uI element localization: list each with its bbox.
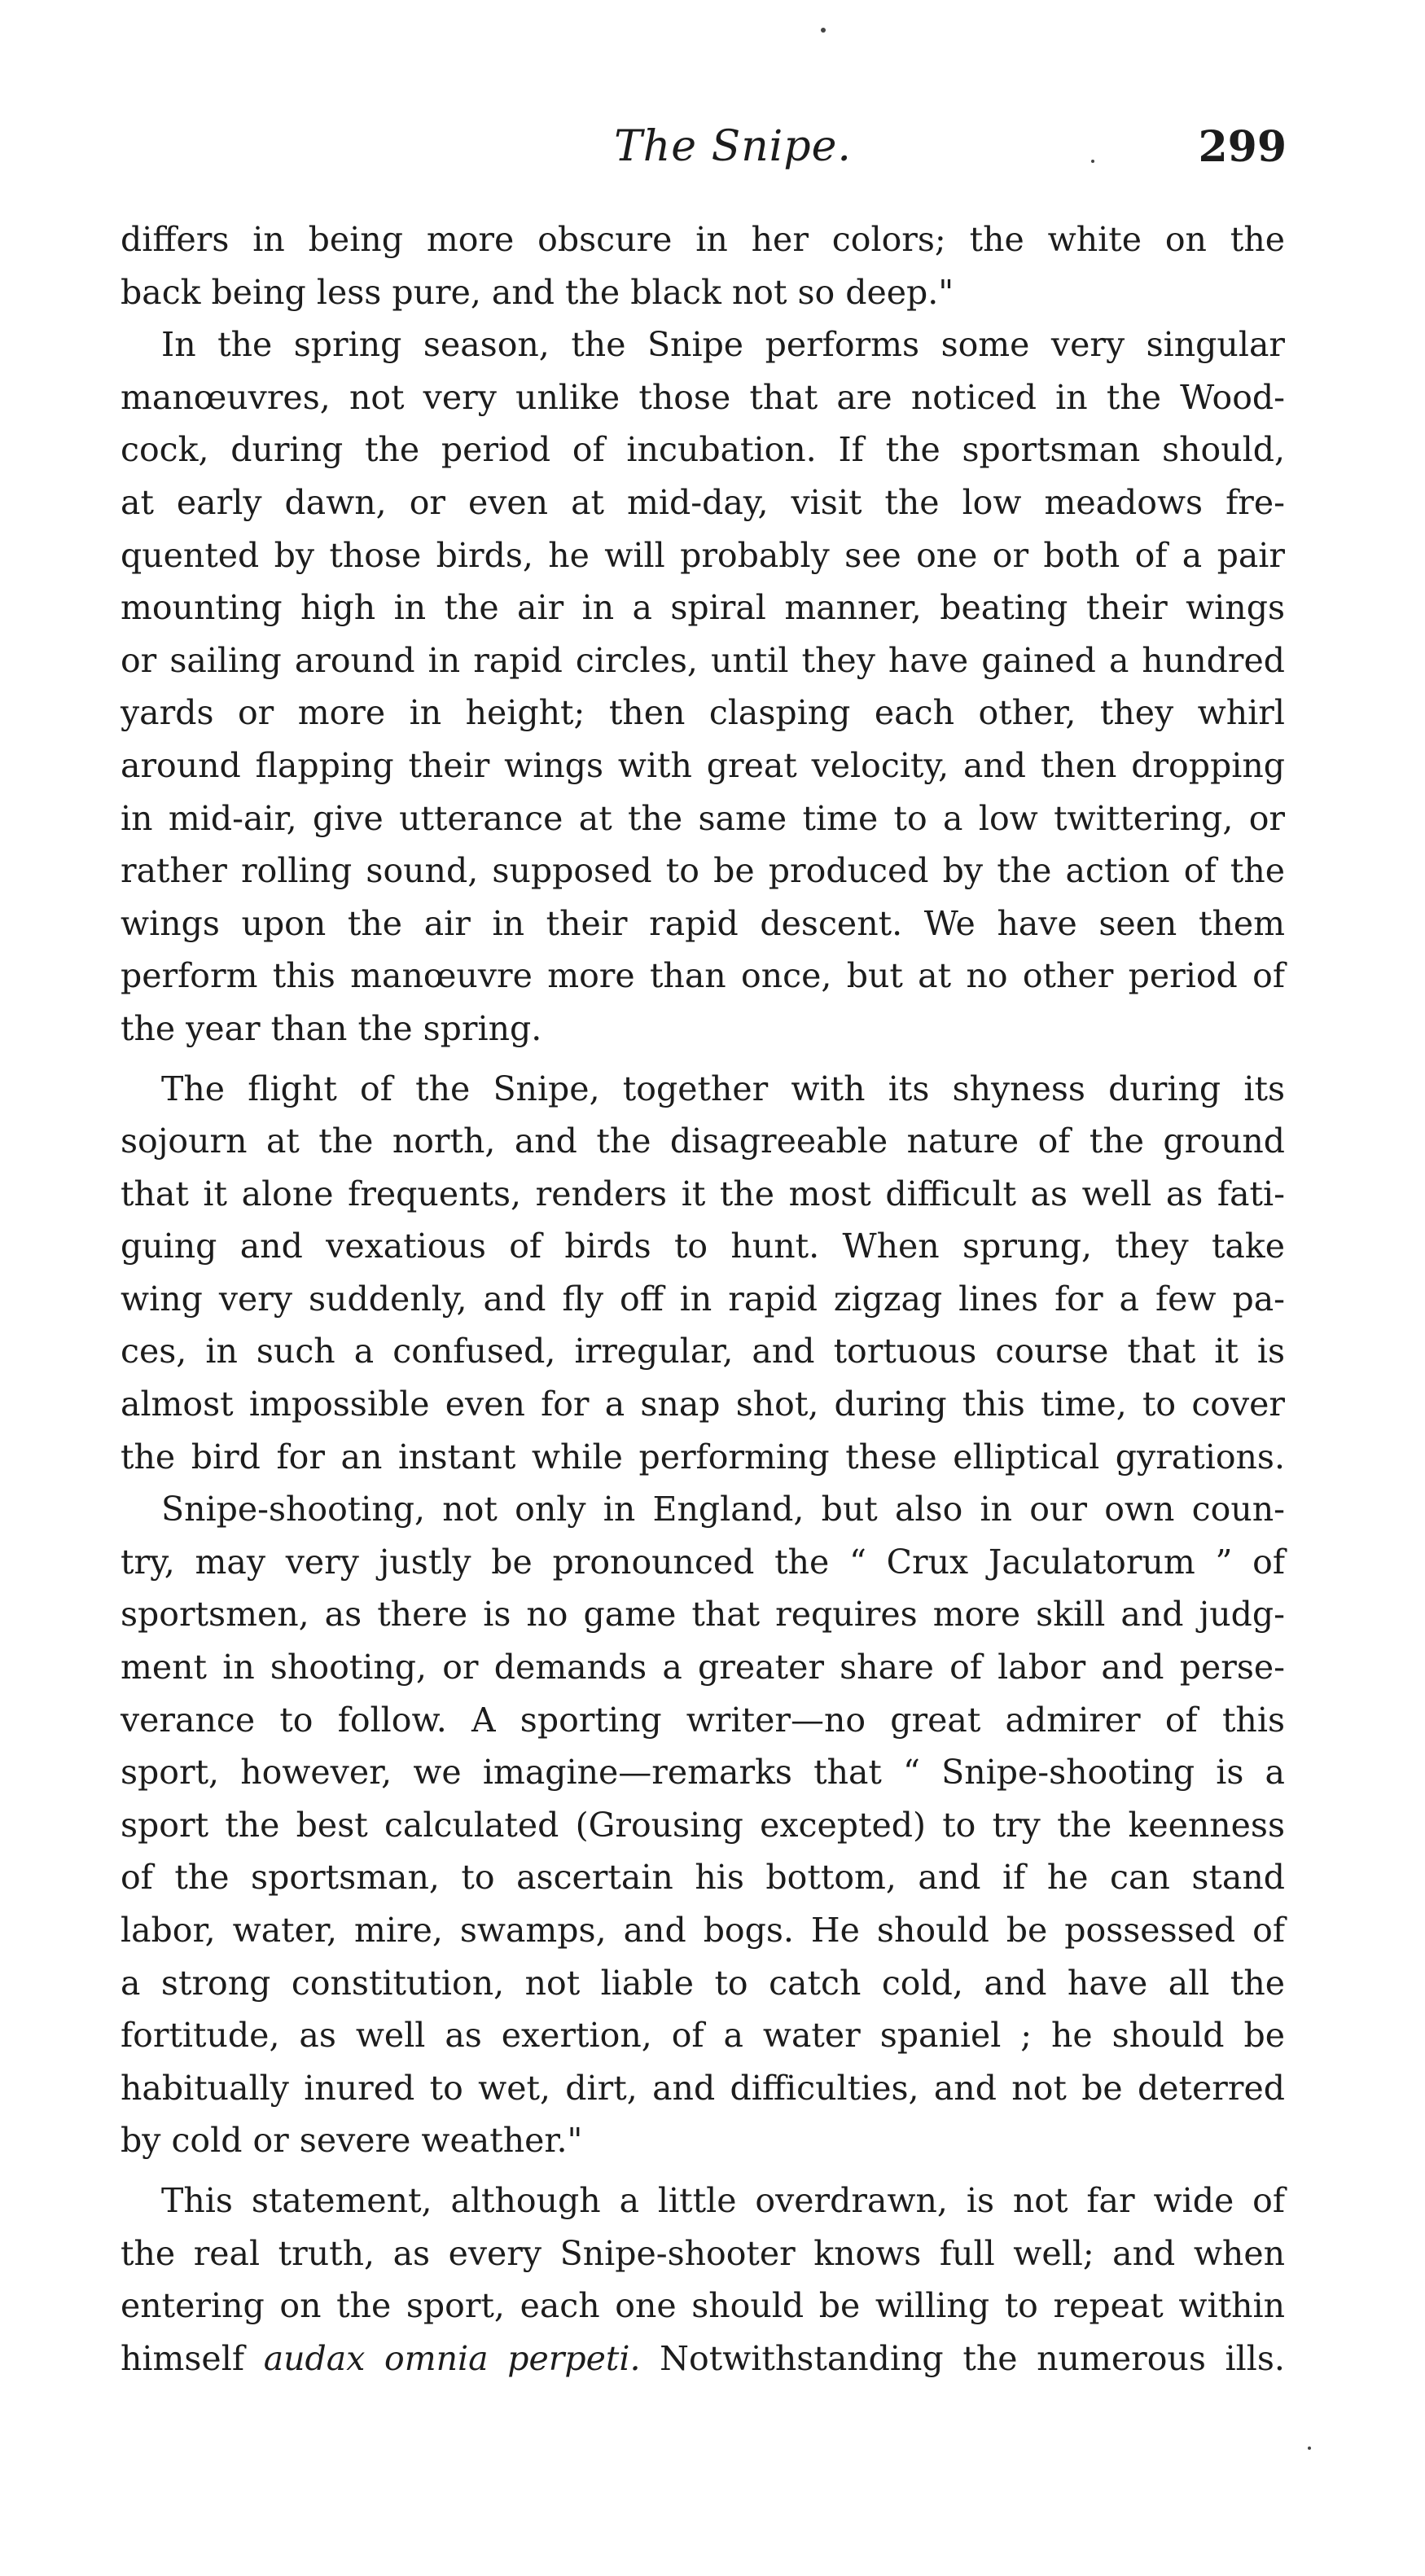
text-line: mounting high in the air in a spiral manner, beating their wings	[121, 588, 1285, 628]
text-line: ces, in such a confused, irregular, and tortuous course that it is	[121, 1332, 1285, 1371]
text-line: that it alone frequents, renders it the most difficult as well as fati-	[121, 1174, 1285, 1213]
text-line: around flapping their wings with great velocity, and then dropping	[121, 745, 1285, 785]
text-line: sport the best calculated (Grousing excepted) to try the keenness	[121, 1805, 1285, 1845]
text-line: ment in shooting, or demands a greater share of labor and perse-	[121, 1648, 1285, 1687]
text-line: or sailing around in rapid circles, until they have gained a hundred	[121, 640, 1285, 680]
text-line: almost impossible even for a snap shot, during this time, to cover	[121, 1385, 1285, 1424]
text-line: quented by those birds, he will probably see one or both of a pair	[121, 535, 1285, 575]
final-text-line	[121, 2332, 1285, 2385]
text-line: back being less pure, and the black not so deep."	[121, 272, 954, 312]
final-line-plain: himself	[121, 2338, 244, 2378]
text-line: of the sportsman, to ascertain his bottom, and if he can stand	[121, 1858, 1285, 1898]
text-line: In the spring season, the Snipe performs some very singular	[161, 325, 1285, 365]
text-line: guing and vexatious of birds to hunt. When sprung, they take	[121, 1227, 1285, 1266]
text-line: at early dawn, or even at mid-day, visit the low meadows fre-	[121, 482, 1285, 522]
text-line: perform this manœuvre more than once, but at no other period of	[121, 956, 1285, 996]
text-line: the bird for an instant while performing these elliptical gyrations.	[121, 1437, 1285, 1477]
text-line: rather rolling sound, supposed to be produced by the action of the	[121, 851, 1285, 891]
text-line: labor, water, mire, swamps, and bogs. He should be possessed of	[121, 1911, 1285, 1950]
text-line: wing very suddenly, and fly off in rapid zigzag lines for a few pa-	[121, 1279, 1285, 1319]
ink-speck	[1091, 160, 1094, 163]
text-line: sportsmen, as there is no game that requires more skill and judg-	[121, 1595, 1285, 1635]
text-line: a strong constitution, not liable to catch cold, and have all the	[121, 1963, 1285, 2003]
text-line: cock, during the period of incubation. If the sportsman should,	[121, 430, 1285, 470]
body-text	[121, 213, 1285, 2385]
text-line: verance to follow. A sporting writer—no great admirer of this	[121, 1700, 1285, 1740]
running-title: The Snipe.	[614, 122, 852, 171]
text-line: fortitude, as well as exertion, of a water spaniel ; he should be	[121, 2016, 1285, 2056]
text-line: yards or more in height; then clasping each other, they whirl	[121, 693, 1285, 733]
text-line: entering on the sport, each one should be willing to repeat within	[121, 2286, 1285, 2326]
text-line: habitually inured to wet, dirt, and difficulties, and not be deterred	[121, 2068, 1285, 2108]
text-line: by cold or severe weather."	[121, 2121, 583, 2161]
text-line: manœuvres, not very unlike those that are noticed in the Wood-	[121, 377, 1285, 417]
running-head	[122, 122, 1287, 187]
text-line: sport, however, we imagine—remarks that “ Snipe-shooting is a	[121, 1753, 1285, 1793]
text-line: The flight of the Snipe, together with its shyness during its	[161, 1069, 1285, 1108]
text-line: Snipe-shooting, not only in England, but also in our own coun-	[161, 1490, 1285, 1529]
text-line: try, may very justly be pronounced the “ Crux Jaculatorum ” of	[121, 1542, 1285, 1582]
text-line: sojourn at the north, and the disagreeable nature of the ground	[121, 1121, 1285, 1161]
ink-speck	[1308, 2447, 1311, 2450]
text-line: differs in being more obscure in her colors; the white on the	[121, 220, 1285, 259]
text-line: in mid-air, give utterance at the same time to a low twittering, or	[121, 798, 1285, 838]
text-line: the real truth, as every Snipe-shooter knows full well; and when	[121, 2233, 1285, 2273]
text-line: This statement, although a little overdrawn, is not far wide of	[161, 2180, 1285, 2220]
page-number: 299	[1198, 122, 1287, 172]
latin-phrase: audax omnia perpeti.	[263, 2338, 641, 2378]
final-line-rest: Notwithstanding the numerous ills.	[660, 2338, 1285, 2378]
ink-speck	[821, 28, 826, 33]
text-line: the year than the spring.	[121, 1008, 542, 1048]
text-line: wings upon the air in their rapid descent. We have seen them	[121, 903, 1285, 943]
